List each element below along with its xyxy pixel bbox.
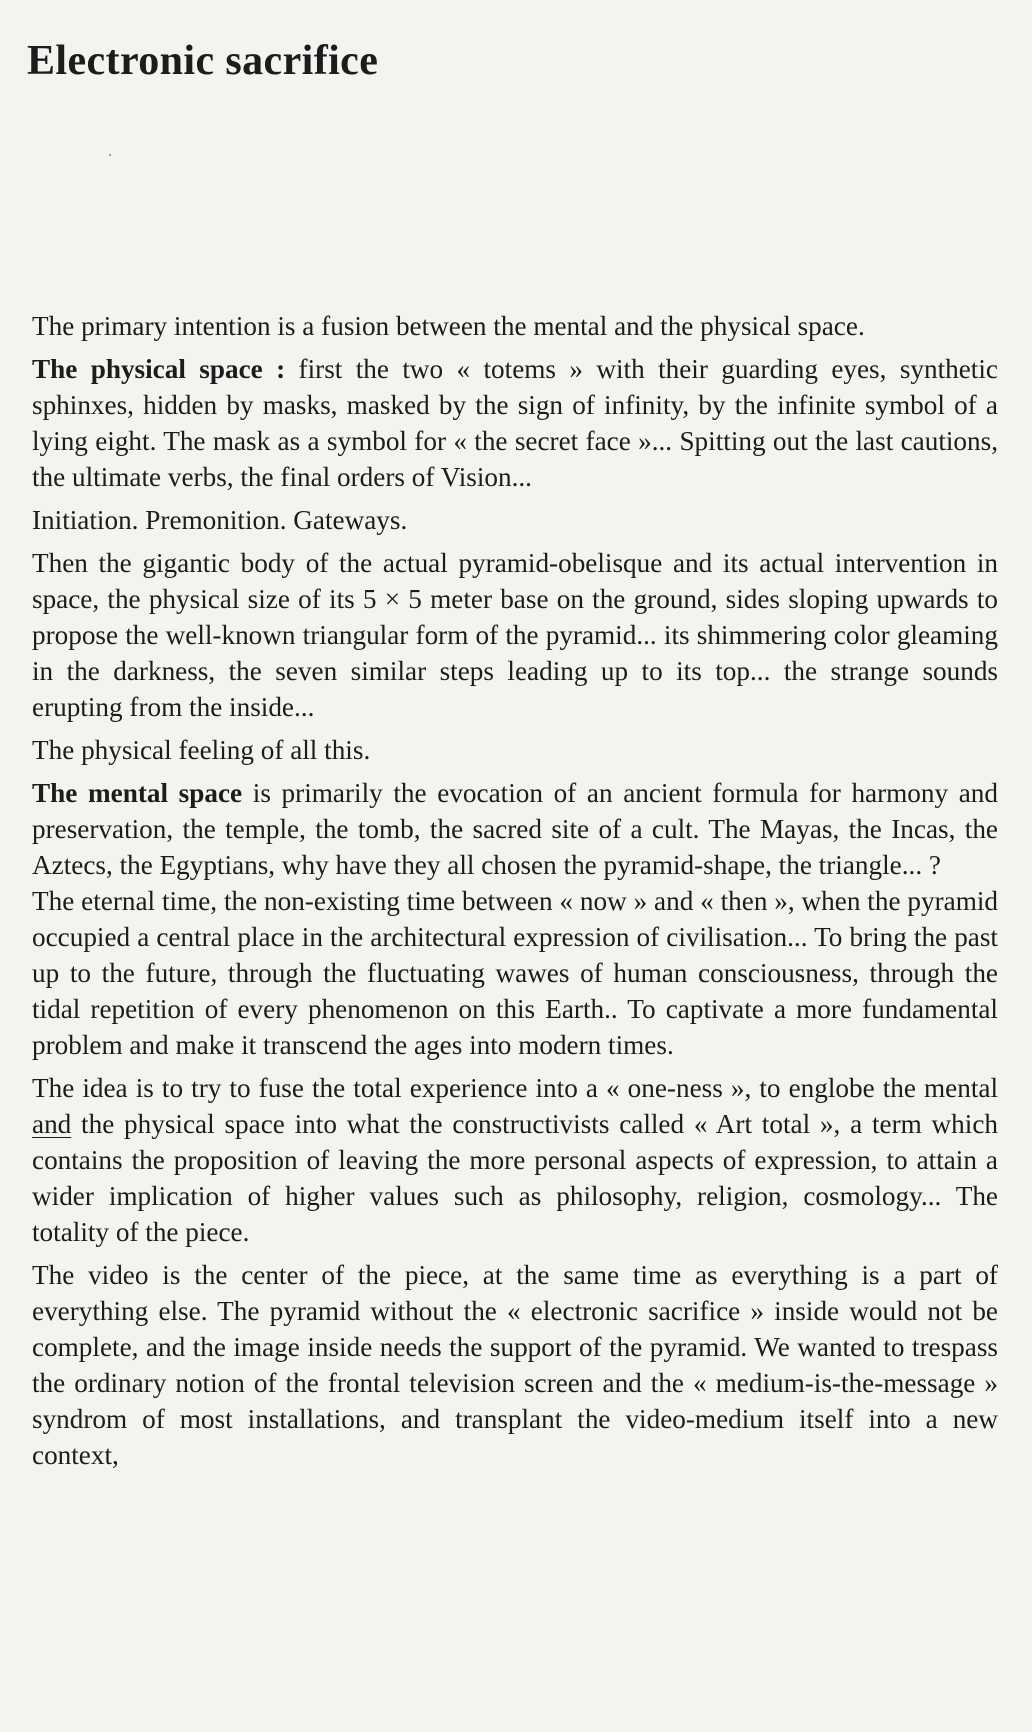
page-title: Electronic sacrifice bbox=[27, 38, 379, 84]
mental-space-heading: The mental space bbox=[32, 778, 243, 808]
physical-space-text: first the two « totems » with their guarding eyes, synthetic sphinxes, hidden by masks, masked by the sign of infinity, by the infinite symbol of a lying eight. The mask as a symbol for « the secret face »... Spitting out the last cautions, the ultimate verbs, the final orders of Vision... bbox=[32, 354, 998, 492]
paragraph-intention: The primary intention is a fusion between the mental and the physical space. bbox=[32, 311, 865, 341]
one-ness-text-before: The idea is to try to fuse the total experience into a « one-ness », to englobe the mental bbox=[32, 1073, 998, 1103]
physical-space-heading: The physical space : bbox=[32, 354, 286, 384]
paragraph-video-center: The video is the center of the piece, at the same time as everything is a part of everything else. The pyramid without the « electronic sacrifice » inside would not be complete, and the image inside needs the support of the pyramid. We wanted to trespass the ordinary notion of the frontal television screen and the « medium-is-the-message » syndrom of most installations, and transplant the video-medium itself into a new context, bbox=[32, 1260, 998, 1470]
one-ness-text-after: the physical space into what the constructivists called « Art total », a term which contains the proposition of leaving the more personal aspects of expression, to attain a wider implication of higher values such as philosophy, religion, cosmology... The totality of the piece. bbox=[32, 1109, 998, 1247]
underlined-and: and bbox=[32, 1109, 72, 1139]
paragraph-mental-space bbox=[32, 775, 998, 883]
paragraph-physical-space bbox=[32, 351, 998, 495]
paragraph-eternal-time: The eternal time, the non-existing time between « now » and « then », when the pyramid occupied a central place in the architectural expression of civilisation... To bring the past up to the future, through the fluctuating wawes of human consciousness, through the tidal repetition of every phenomenon on this Earth.. To captivate a more fundamental problem and make it transcend the ages into modern times. bbox=[32, 886, 998, 1060]
paragraph-physical-feeling: The physical feeling of all this. bbox=[32, 735, 371, 765]
mental-space-text: is primarily the evocation of an ancient formula for harmony and preservation, the temple, the tomb, the sacred site of a cult. The Mayas, the Incas, the Aztecs, the Egyptians, why have they all chosen the pyramid-shape, the triangle... ? bbox=[32, 778, 998, 880]
paragraph-pyramid-body: Then the gigantic body of the actual pyramid-obelisque and its actual intervention in space, the physical size of its 5 × 5 meter base on the ground, sides sloping upwards to propose the well-known triangular form of the pyramid... its shimmering color gleaming in the darkness, the seven similar steps leading up to its top... the strange sounds erupting from the inside... bbox=[32, 548, 998, 722]
paper-speck bbox=[109, 154, 111, 156]
paragraph-one-ness bbox=[32, 1070, 998, 1250]
article-body bbox=[32, 308, 998, 1473]
paragraph-initiation: Initiation. Premonition. Gateways. bbox=[32, 505, 408, 535]
